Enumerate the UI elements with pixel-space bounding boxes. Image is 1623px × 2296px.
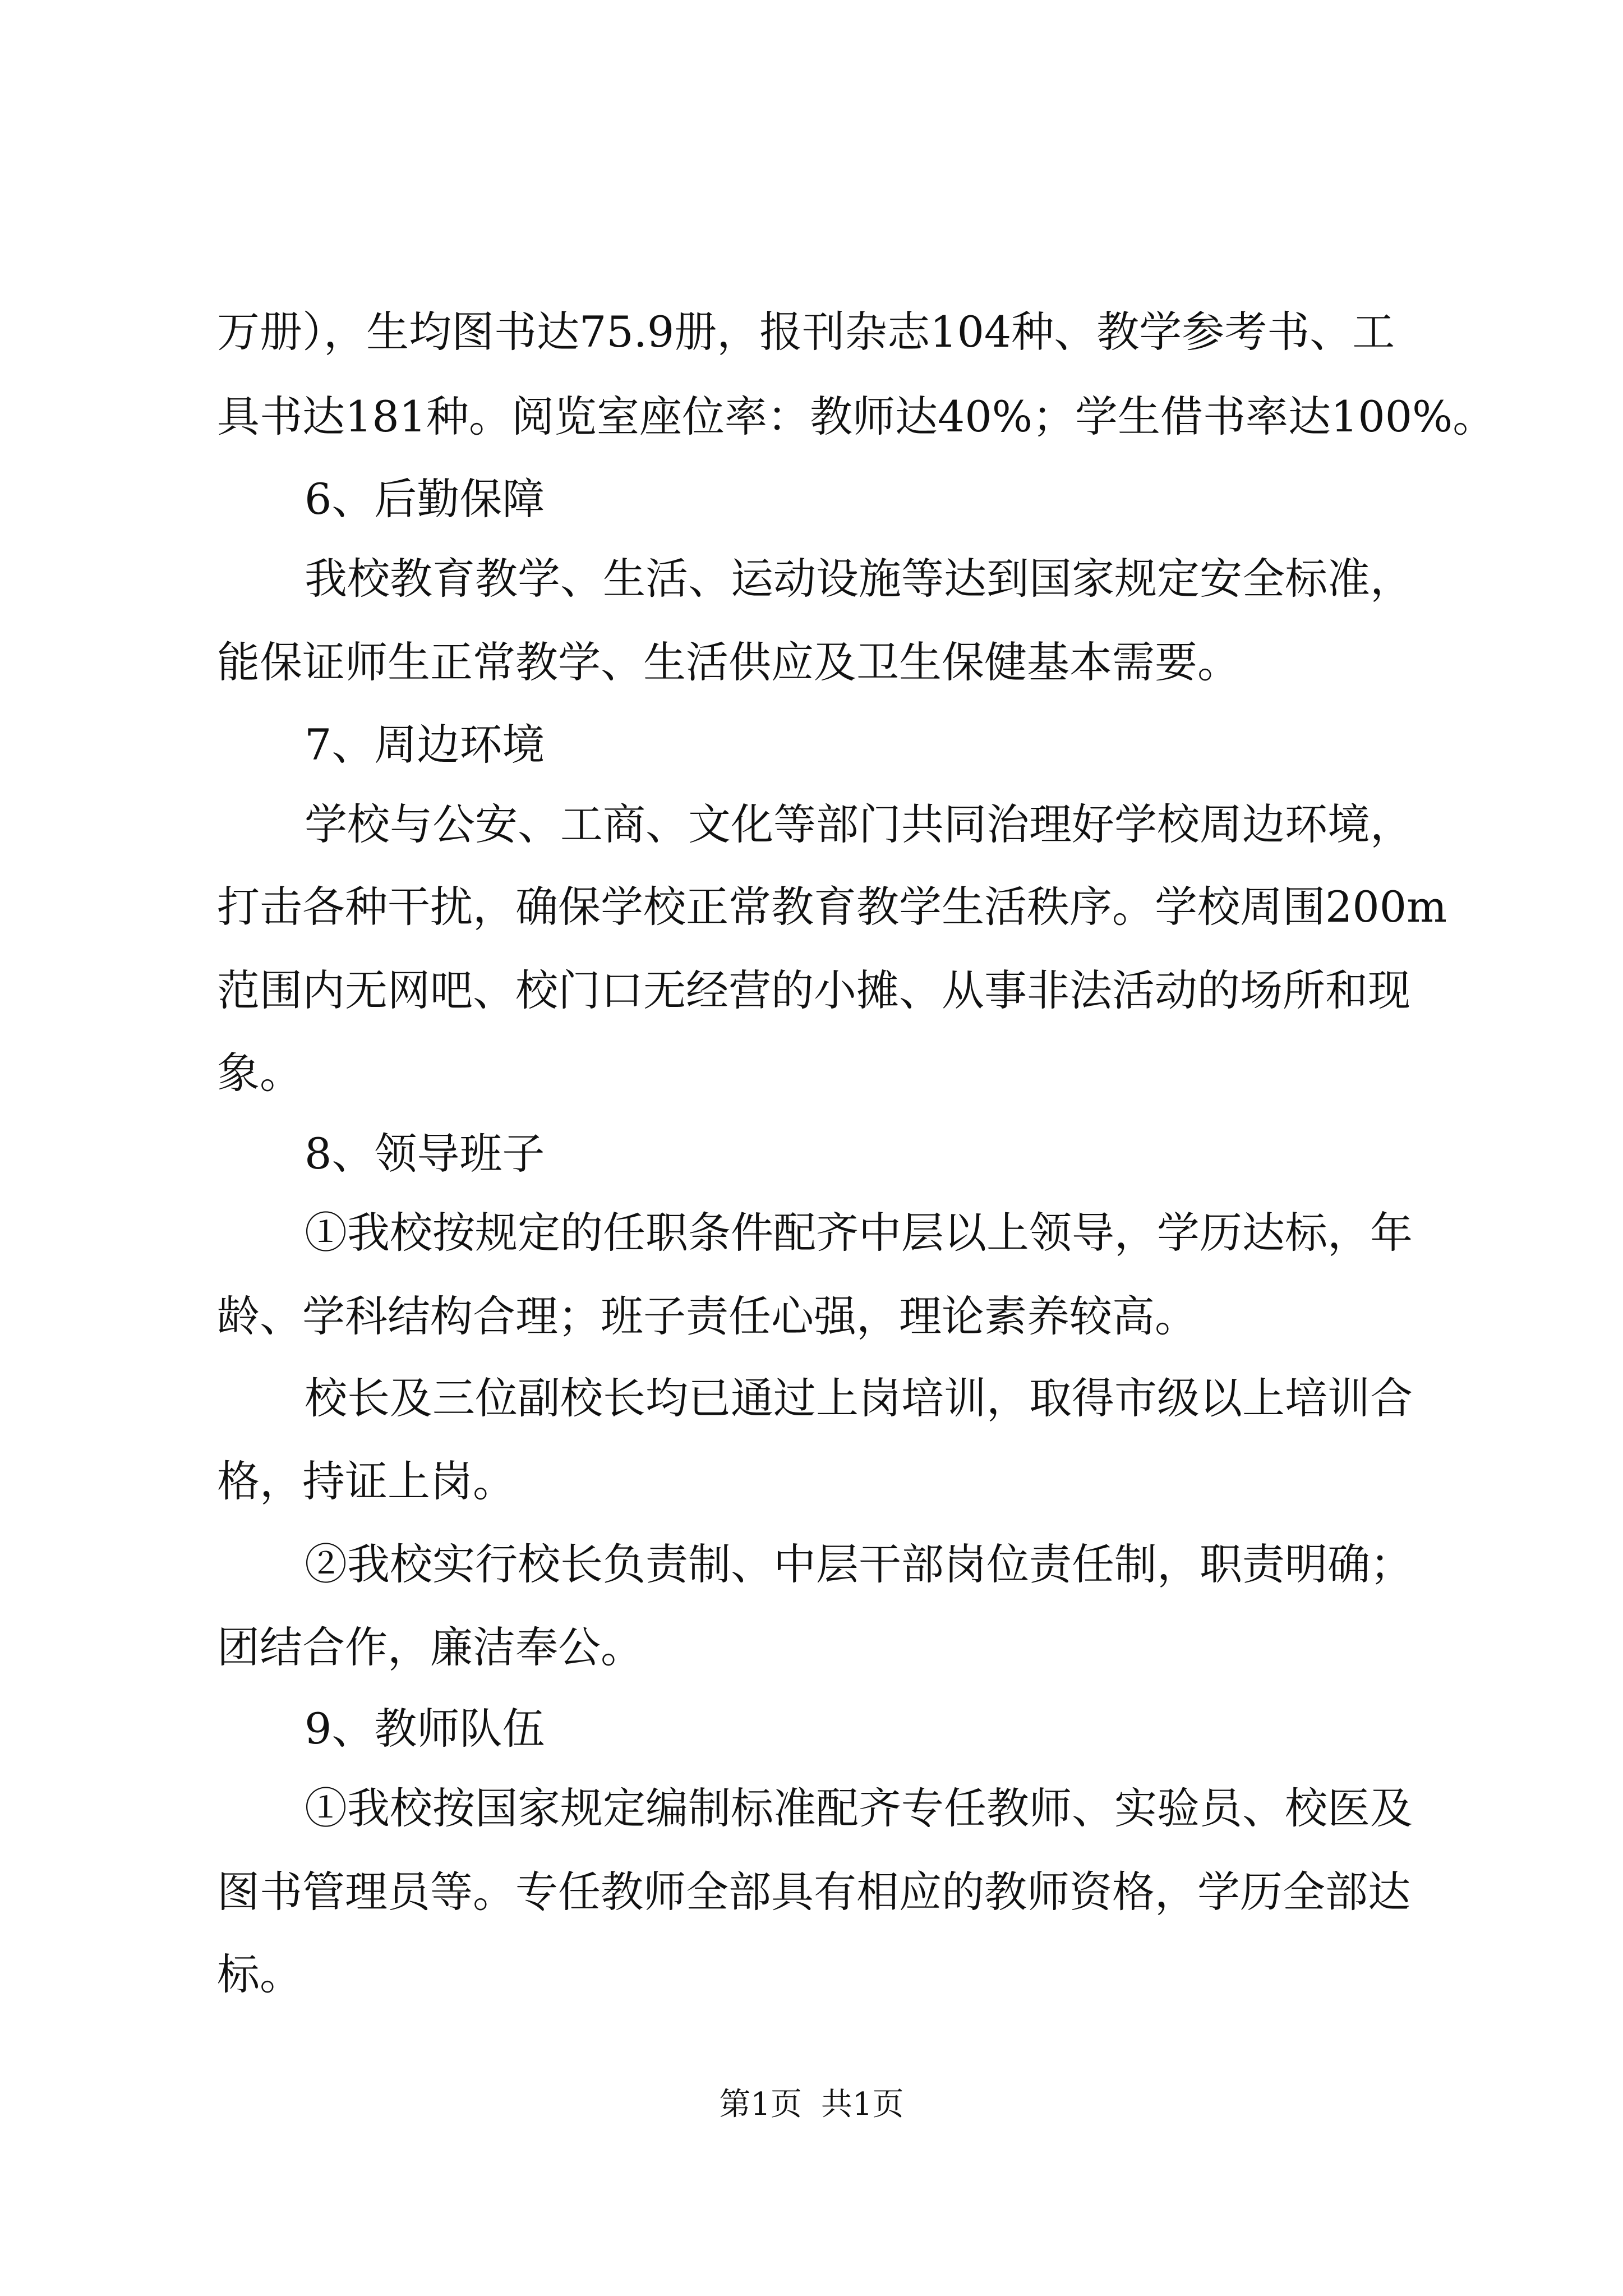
text-line-12: ①我校按规定的任职条件配齐中层以上领导，学历达标，年 <box>305 1208 1413 1258</box>
section-heading-8: 8、领导班子 <box>305 1129 545 1179</box>
text-line-21: 标。 <box>217 1949 302 1999</box>
page-total: 共1页 <box>821 2086 904 2123</box>
text-line-8: 打击各种干扰，确保学校正常教育教学生活秩序。学校周围200m <box>217 882 1447 932</box>
text-line-1: 万册），生均图书达75.9册，报刊杂志104种、教学参考书、工 <box>217 307 1395 357</box>
page-number: 第1页 <box>719 2086 802 2123</box>
section-heading-9: 9、教师队伍 <box>305 1704 545 1754</box>
text-line-15: 格，持证上岗。 <box>217 1456 515 1506</box>
text-line-5: 能保证师生正常教学、生活供应及卫生保健基本需要。 <box>217 637 1240 687</box>
text-line-19: ①我校按国家规定编制标准配齐专任教师、实验员、校医及 <box>305 1783 1413 1833</box>
text-line-13: 龄、学科结构合理；班子责任心强，理论素养较高。 <box>217 1291 1197 1341</box>
text-line-9: 范围内无网吧、校门口无经营的小摊、从事非法活动的场所和现 <box>217 965 1410 1015</box>
text-line-17: 团结合作，廉洁奉公。 <box>217 1622 643 1672</box>
text-line-14: 校长及三位副校长均已通过上岗培训，取得市级以上培训合 <box>305 1373 1413 1423</box>
text-line-20: 图书管理员等。专任教师全部具有相应的教师资格，学历全部达 <box>217 1867 1410 1917</box>
text-line-10: 象。 <box>217 1048 302 1098</box>
section-heading-7: 7、周边环境 <box>305 720 545 770</box>
text-line-2: 具书达181种。阅览室座位率：教师达40%；学生借书率达100%。 <box>217 392 1496 441</box>
section-heading-6: 6、后勤保障 <box>305 474 545 524</box>
text-line-4: 我校教育教学、生活、运动设施等达到国家规定安全标准， <box>305 554 1413 604</box>
text-line-7: 学校与公安、工商、文化等部门共同治理好学校周边环境， <box>305 799 1413 849</box>
page-footer <box>0 2082 1623 2127</box>
text-line-16: ②我校实行校长负责制、中层干部岗位责任制，职责明确； <box>305 1539 1413 1589</box>
